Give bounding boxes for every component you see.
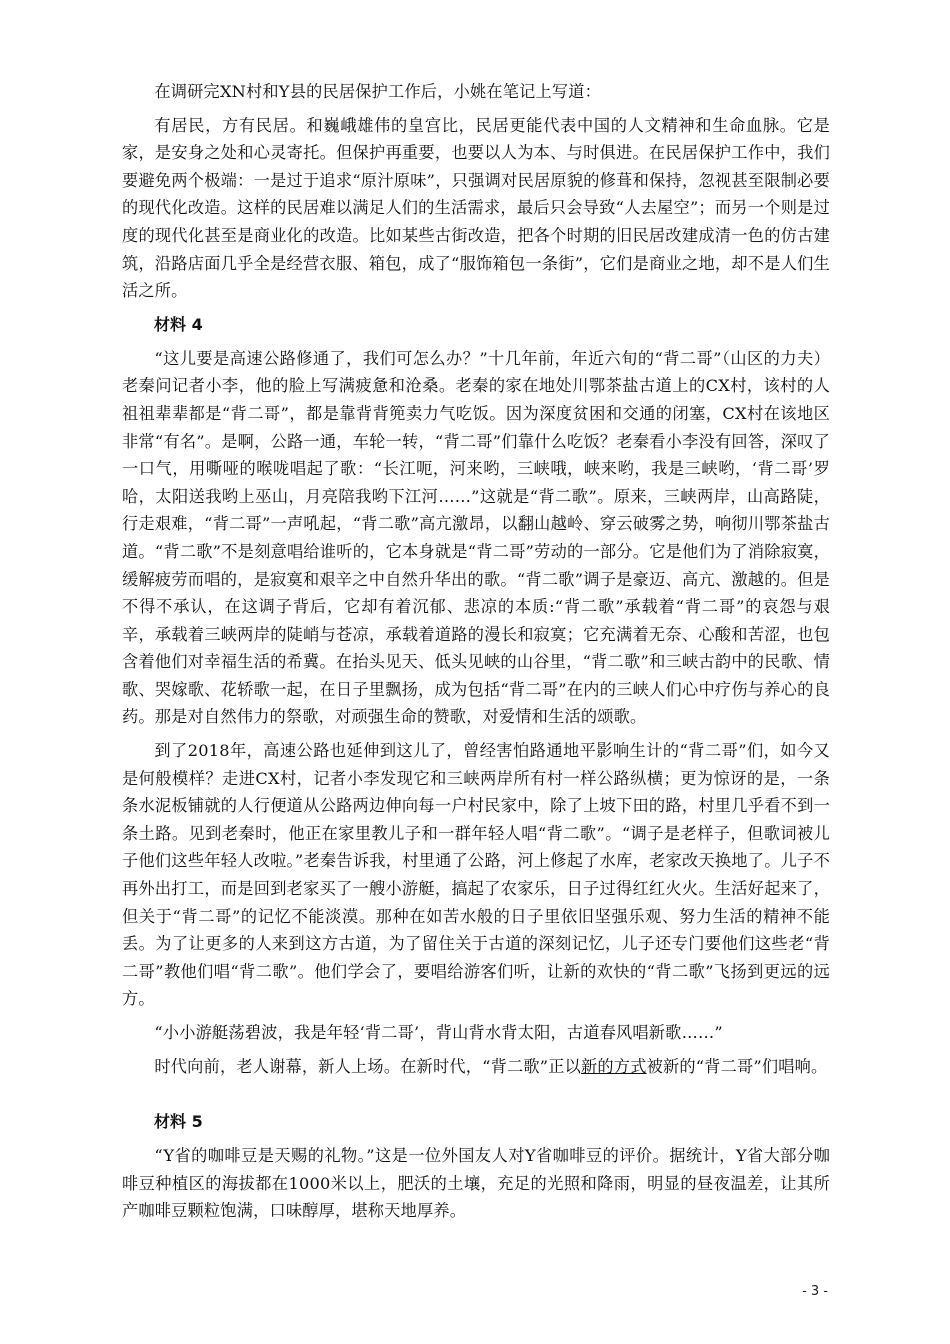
closing-text-before: 时代向前，老人谢幕，新人上场。在新时代，“背二歌”正以 bbox=[154, 1056, 582, 1076]
underlined-phrase: 新的方式 bbox=[581, 1056, 647, 1076]
material-4-heading: 材料 4 bbox=[154, 314, 203, 334]
material-4-paragraph-1: “这儿要是高速公路修通了，我们可怎么办？”十几年前，年近六旬的“背二哥”（山区的力夫）老秦问记者小李，他的脸上写满疲惫和沧桑。老秦的家在地处川鄂茶盐古道上的CX村，该村的人祖祖辈辈都是“背二哥”，都是靠背背篼卖力气吃饭。因为深度贫困和交通的闭塞，CX村在该地区非常“有名”。是啊，公路一通，车轮一转，“背二哥”们靠什么吃饭？老秦看小李没有回答，深叹了一口气，用嘶哑的喉咙唱起了歌：“长江呃，河来哟，三峡哦，峡来哟，我是三峡哟，‘背二哥’罗哈，太阳送我哟上巫山，月亮陪我哟下江河……”这就是“背二歌”。原来，三峡两岸，山高路陡，行走艰难，“背二哥”一声吼起，“背二歌”高亢激昂，以翻山越岭、穿云破雾之势，响彻川鄂茶盐古道。“背二歌”不是刻意唱给谁听的，它本身就是“背二哥”劳动的一部分。它是他们为了消除寂寞，缓解疲劳而唱的，是寂寞和艰辛之中自然升华出的歌。“背二歌”调子是豪迈、高亢、激越的。但是不得不承认，在这调子背后，它却有着沉郁、悲凉的本质:“背二歌”承载着“背二哥”的哀怨与艰辛，承载着三峡两岸的陡峭与苍凉，承载着道路的漫长和寂寞；它充满着无奈、心酸和苦涩，也包含着他们对幸福生活的希冀。在抬头见天、低头见峡的山谷里，“背二歌”和三峡古韵中的民歌、情歌、哭嫁歌、花轿歌一起，在日子里飘扬，成为包括“背二哥”在内的三峡人们心中疗伤与养心的良药。那是对自然伟力的祭歌，对顽强生命的赞歌，对爱情和生活的颂歌。 bbox=[122, 348, 830, 727]
material-5-paragraph-1: “Y省的咖啡豆是天赐的礼物。”这是一位外国友人对Y省咖啡豆的评价。据统计，Y省大部分咖啡豆种植区的海拔都在1000米以上，肥沃的土壤，充足的光照和降雨，明显的昼夜温差，让其所产咖啡豆颗粒饱满，口味醇厚，堪称天地厚养。 bbox=[122, 1146, 830, 1221]
page-number: - 3 - bbox=[802, 1284, 828, 1299]
document-page bbox=[122, 78, 830, 1225]
intro-paragraph: 在调研完XN村和Y县的民居保护工作后，小姚在笔记上写道： bbox=[154, 82, 602, 101]
closing-paragraph bbox=[122, 1053, 830, 1081]
notes-paragraph: 有居民，方有民居。和巍峨雄伟的皇宫比，民居更能代表中国的人文精神和生命血脉。它是家，是安身之处和心灵寄托。但保护再重要，也要以人为本、与时俱进。在民居保护工作中，我们要避免两个极端：一是过于追求“原汁原味”，只强调对民居原貌的修葺和保持，忽视甚至限制必要的现代化改造。这样的民居难以满足人们的生活需求，最后只会导致“人去屋空”；而另一个则是过度的现代化甚至是商业化的改造。比如某些古街改造，把各个时期的旧民居改建成清一色的仿古建筑，沿路店面几乎全是经营衣服、箱包，成了“服饰箱包一条街”，它们是商业之地，却不是人们生活之所。 bbox=[122, 115, 830, 301]
song-lyrics-paragraph: “小小游艇荡碧波，我是年轻‘背二哥’，背山背水背太阳，古道春风唱新歌……” bbox=[154, 1023, 723, 1042]
closing-text-after: 被新的“背二哥”们唱响。 bbox=[646, 1056, 828, 1076]
material-5-heading: 材料 5 bbox=[154, 1112, 203, 1132]
material-4-paragraph-2: 到了2018年，高速公路也延伸到这儿了，曾经害怕路通地平影响生计的“背二哥”们，如今又是何般模样？走进CX村，记者小李发现它和三峡两岸所有村一样公路纵横；更为惊讶的是，一条条水泥板铺就的人行便道从公路两边伸向每一户村民家中，除了上坡下田的路，村里几乎看不到一条土路。见到老秦时，他正在家里教儿子和一群年轻人唱“背二歌”。“调子是老样子，但歌词被儿子他们这些年轻人改啦。”老秦告诉我，村里通了公路，河上修起了水库，老家改天换地了。儿子不再外出打工，而是回到老家买了一艘小游艇，搞起了农家乐，日子过得红红火火。生活好起来了，但关于“背二哥”的记忆不能淡漠。那种在如苦水般的日子里依旧坚强乐观、努力生活的精神不能丢。为了让更多的人来到这方古道，为了留住关于古道的深刻记忆，儿子还专门要他们这些老“背二哥”教他们唱“背二歌”。他们学会了，要唱给游客们听，让新的欢快的“背二歌”飞扬到更远的远方。 bbox=[122, 741, 830, 1009]
